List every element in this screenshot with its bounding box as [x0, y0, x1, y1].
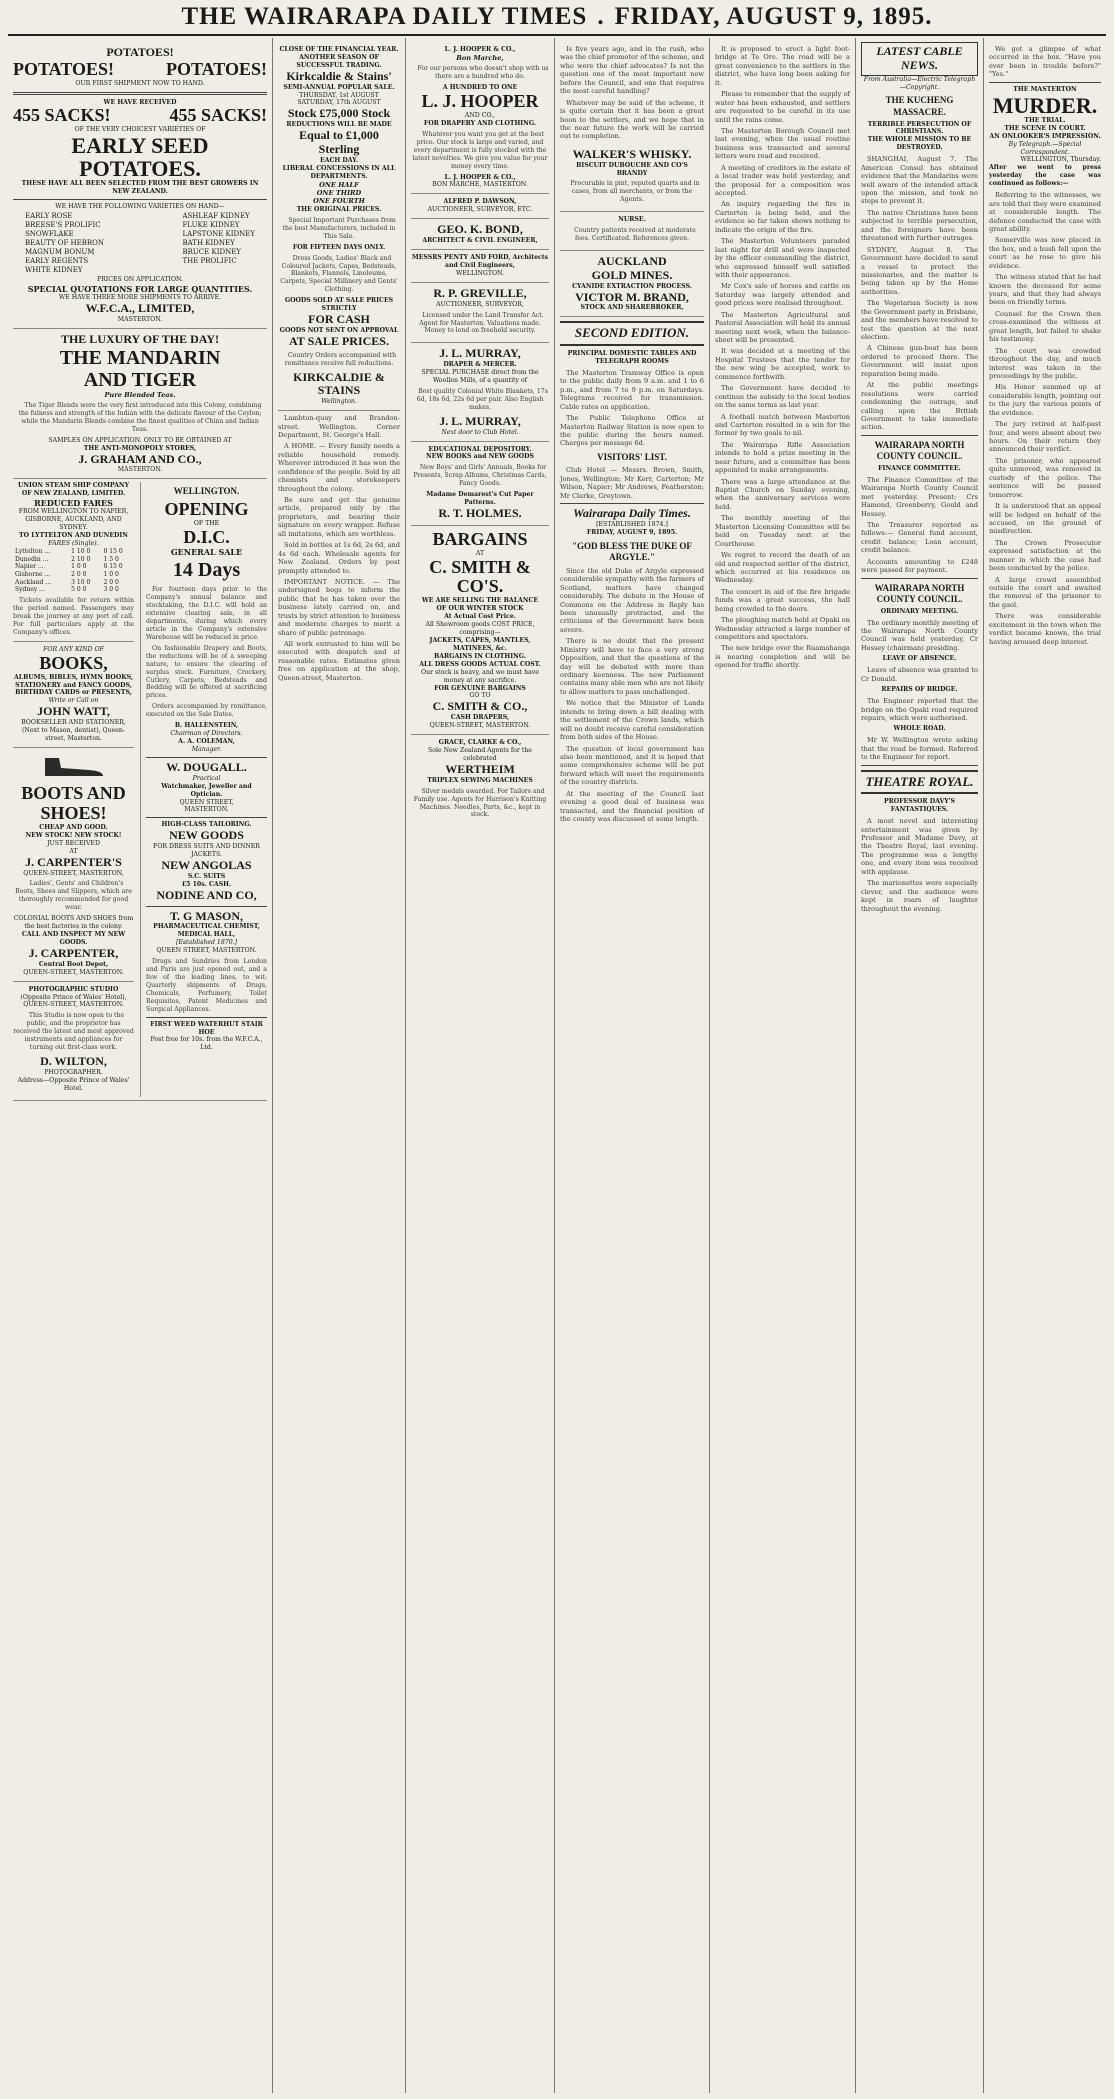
murder-telegraph: By Telegraph.—Special Correspondent.: [1008, 140, 1082, 156]
variety-item: BRUCE KIDNEY: [182, 248, 241, 257]
tea-brand-a: THE MANDARIN: [59, 346, 221, 369]
wfca-town: MASTERTON.: [117, 315, 163, 323]
murder-wellington: WELLINGTON, Thursday.: [1020, 156, 1101, 164]
dic-opening: OPENING: [164, 498, 249, 519]
potatoes-header: POTATOES!: [106, 45, 174, 59]
varieties-right: [182, 212, 255, 275]
gold-auckland: AUCKLAND: [597, 254, 667, 269]
watt-name: JOHN WATT,: [37, 704, 110, 719]
nodine-firm: NODINE AND CO,: [156, 887, 257, 902]
smith-ad: [411, 526, 549, 735]
variety-item: FLUKE KIDNEY: [182, 221, 240, 230]
gold-mines: GOLD MINES.: [591, 267, 673, 282]
carpenter-depot: Central Boot Depot,: [38, 960, 109, 968]
visitors-list: VISITORS' LIST.: [597, 451, 667, 462]
columns: [8, 38, 1106, 2093]
mason-medical: MEDICAL HALL,: [177, 931, 236, 939]
edu-new-books: NEW BOOKS and NEW GOODS: [426, 453, 534, 461]
watt-addr: (Next to Mason, dentist), Queen-street, Masterton.: [22, 727, 125, 742]
principal-title: PRINCIPAL DOMESTIC TABLES AND TELEGRAPH ROOMS: [567, 350, 697, 365]
hooper-ad: L. J. HOOPER & CO., Bon Marche, For our persons who doesn't shop with us there are a hundred who do. A HUNDRED TO ONE L. J. HOOPER AND CO., FOR DRAPERY AND CLOTHING. Whatever you want you get at the best price. Our stock is large and varied, and every department is fully stocked with the latest novelties. We give you value for your money every time. L. J. HOOPER & CO., BON MARCHE, MASTERTON.: [411, 42, 549, 194]
dic-manager: Manager.: [191, 746, 222, 753]
kirk-name: Kirkcaldie & Stains': [286, 68, 392, 83]
dic-days: 14 Days: [172, 558, 241, 581]
kirk-each: EACH DAY.: [319, 156, 359, 164]
county-road: WHOLE ROAD.: [893, 725, 946, 733]
kirk-close: CLOSE OF THE FINANCIAL YEAR.: [279, 46, 399, 53]
hooper-bon-2: BON MARCHE, MASTERTON.: [432, 181, 528, 189]
smith-cash: CASH DRAPERS,: [450, 714, 510, 722]
potatoes-prices: PRICES ON APPLICATION.: [96, 275, 184, 283]
potatoes-left: POTATOES!: [13, 58, 115, 79]
greville-ad: R. P. GREVILLE, AUCTIONEER, SURVEYOR, Licensed under the Land Transfer Act. Agent for Masterton. Valuations made. Money to lend on freehold security.: [411, 283, 549, 344]
variety-item: THE PROLIFIC: [182, 256, 237, 265]
potatoes-subtitle: OUR FIRST SHIPMENT NOW TO HAND.: [75, 79, 205, 87]
walkers-ad: WALKER'S WHISKY. BISCUIT DUBOUCHE AND CO'S BRANDY Procurable in pint, reputed quarts and in cases, from all merchants, or from the Agents.: [560, 144, 704, 212]
rush-price: Post free for 10s. from the W.F.C.A., Ltd.: [150, 1036, 263, 1052]
photo-ad: PHOTOGRAPHIC STUDIO (Opposite Prince of Wales' Hotel), QUEEN-STREET, MASTERTON. This Studio is now open to the public, and the proprietor has received the latest and most approved instruments and appliances for turning out first-class work. D. WILTON, PHOTOGRAPHER. Address—Opposite Prince of Wales' Hotel.: [13, 985, 134, 1092]
wilton-name: D. WILTON,: [40, 1054, 107, 1069]
sacks-left: 455 SACKS!: [13, 105, 111, 126]
tea-ad: THE LUXURY OF THE DAY! THE MANDARIN AND TIGER Pure Blended Teas. The Tiger Blends were the very first introduced into this Colony, combining the fulness and strength of the Indian with the delicate flavour of the Ceylon; while the Mandarin Blends combine the finest qualities of China and Indian Teas. SAMPLES ON APPLICATION. ONLY TO BE OBTAINED AT THE ANTI-MONOPOLY STORES, J. GRAHAM AND CO., MASTERTON.: [13, 329, 267, 480]
bond-trade: ARCHITECT & CIVIL ENGINEER,: [422, 237, 538, 245]
steamship-ad: UNION STEAM SHIP COMPANY OF NEW ZEALAND, LIMITED. REDUCED FARES FROM WELLINGTON TO NAPIER, GISBORNE, AUCKLAND, AND SYDNEY. TO LYTTELTON AND DUNEDIN FARES (Single). Lyttelton ... 1 10 0 0 15 0 Dunedin ... 2 10 0 1 5 0 Napier ... 1 0 0 0 15 0 Gisborne ... 2 0 0 1 0 0 Auckland ... 3 10 0 2 0 0 Sydney ... 5 0 0 3 0 0 Tickets available for return within the period named. Passengers may break the journey at any port of call. For full particulars apply at the Company's offices. FOR ANY KIND OF BOOKS, ALBUMS, BIBLES, HYMN BOOKS, STATIONERY and FANCY GOODS, BIRTHDAY CARDS or PRESENTS, Write or Call on JOHN WATT, BOOKSELLER AND STATIONER, (Next to Mason, dentist), Queen-street, Masterton. BOOTS AND SHOES! CHEAP AND GOOD. NEW STOCK! NEW STOCK! JUST RECEIVED AT J. CARPENTER'S QUEEN-STREET, MASTERTON, Ladies', Gents' and Children's Boots, Shoes and Slippers, which are thoroughly recommended for good wear. COLONIAL BOOTS AND SHOES from the best factories in the colony. CALL AND INSPECT MY NEW GOODS. J. CARPENTER, Central Boot Depot, QUEEN-STREET, MASTERTON. PHOTOGRAPHIC STUDIO (Opposite Prince of Wales' Hotel), QUEEN-STREET, MASTERTON. This Studio is now open to the public, and the proprietor has received the latest and most approved instruments and appliances for turning out first-class work. D. WILTON, PHOTOGRAPHER. Address—Opposite Prince of Wales' Hotel.: [13, 482, 134, 1096]
mason-est: [Established 1870.]: [175, 939, 238, 947]
hooper-hundred: A HUNDRED TO ONE: [442, 84, 518, 92]
smith-stock: Our stock is heavy, and we must have money at any sacrifice.: [421, 668, 539, 684]
county-ordinary: ORDINARY MEETING.: [880, 607, 959, 615]
kirk-reductions: REDUCTIONS WILL BE MADE: [286, 121, 392, 129]
murray-ad: J. L. MURRAY, DRAPER & MERCER. SPECIAL PURCHASE direct from the Woollen Mills, of a quantity of Best quality Colonial White Blankets, 17s 6d, 18s 6d, 22s 6d per pair. Also English makes. J. L. MURRAY, Next door to Club Hotel.: [411, 343, 549, 441]
theatre-professor: PROFESSOR DAVY'S FANTASTIQUES.: [883, 798, 956, 814]
variety-item: ASHLEAF KIDNEY: [182, 212, 250, 221]
potatoes-selected: THESE HAVE ALL BEEN SELECTED FROM THE BEST GROWERS IN NEW ZEALAND.: [21, 180, 259, 196]
murder-scene: THE SCENE IN COURT.: [1004, 124, 1086, 132]
kirk-fifteen: FOR FIFTEEN DAYS ONLY.: [292, 243, 386, 251]
dic-ad: WELLINGTON. OPENING OF THE D.I.C. GENERAL SALE 14 Days For fourteen days prior to the Company's annual balance and stocktaking, the D.I.C. will hold an extensive clearing sale, in all departments, during which every article in the Company's extensive Warehouse will be reduced in price. On fashionable Drapery and Boots, the reductions will be of a sweeping nature, to ensure the clearing of surplus stock. Furniture, Crockery, Cutlery, Carpets, Bedsteads and Bedding will be offered at sacrificing prices. Orders accompanied by remittance, executed on the Sale Dates. B. HALLENSTEIN, Chairman of Directors. A. A. COLEMAN, Manager. W. DOUGALL. Practical Watchmaker, Jeweller and Optician. QUEEN STREET, MASTERTON. HIGH-CLASS TAILORING. NEW GOODS FOR DRESS SUITS AND DINNER JACKETS. NEW ANGOLAS S.C. SUITS £5 10s. CASH. NODINE AND CO, T. G MASON, PHARMACEUTICAL CHEMIST, MEDICAL HALL, [Established 1870.] QUEEN STREET, MASTERTON. Drugs and Sundries from London and Paris are just opened out, and a few of the leading lines, to wit: Quarterly shipments of Drugs, Chemicals, Perfumery, Toilet Requisites, Patent Medicines and Surgical Appliances. FIRST WEED WATERHUT STAIR HOE Post free for 10s. from the W.F.C.A., Ltd.: [140, 482, 267, 1096]
dougall-trade: Watchmaker, Jeweller and Optician.: [161, 782, 252, 798]
table-row: Napier ... 1 0 0 0 15 0: [15, 563, 123, 571]
grace-ad: GRACE, CLARKE & CO., Sole New Zealand Agents for the celebrated WERTHEIM TRIPLEX SEWING MACHINES Silver medals awarded. For Tailors and Family use. Agents for Harrison's Knitting Machines. Needles, Parts, &c., kept in stock.: [411, 735, 549, 826]
cable-title: LATEST CABLE NEWS.: [861, 42, 978, 76]
rush-title: FIRST WEED WATERHUT STAIR HOE: [150, 1020, 263, 1036]
wilton-trade: PHOTOGRAPHER.: [44, 1068, 103, 1076]
tea-brand-b: AND TIGER: [83, 368, 197, 391]
boots-recv: JUST RECEIVED: [47, 839, 100, 847]
table-row: Gisborne ... 2 0 0 1 0 0: [15, 571, 119, 579]
murray-name-2: J. L. MURRAY,: [439, 413, 521, 428]
sacks-right: 455 SACKS!: [169, 105, 267, 126]
column-3: [406, 38, 555, 2093]
grace-agents: Sole New Zealand Agents for the celebrated: [428, 747, 532, 762]
kirk-sale: ANOTHER SEASON OF SUCCESSFUL TRADING.: [296, 53, 382, 69]
holmes-name: R. T. HOLMES.: [438, 506, 522, 521]
kirk-semi: SEMI-ANNUAL POPULAR SALE.: [283, 83, 395, 91]
kirk-goods: GOODS SOLD AT SALE PRICES STRICTLY: [284, 297, 394, 313]
variety-item: SNOWFLAKE: [25, 230, 74, 239]
potatoes-of-the: OF THE VERY CHOICEST VARIETIES OF: [74, 126, 206, 134]
smith-bargains: BARGAINS: [432, 528, 528, 549]
smith-winter: OF OUR WINTER STOCK: [436, 605, 524, 613]
gold-ad: [560, 251, 704, 317]
hooper-bon: Bon Marche,: [456, 53, 504, 62]
steam-fares-label: FARES (Single).: [48, 540, 99, 548]
edu-patterns: Madame Demarest's Cut Paper Patterns.: [426, 491, 534, 507]
tea-stores: THE ANTI-MONOPOLY STORES,: [83, 444, 197, 452]
kirk-original: THE ORIGINAL PRICES.: [296, 205, 382, 213]
boots-call: CALL AND INSPECT MY NEW GOODS.: [21, 931, 126, 946]
dic-coleman: A. A. COLEMAN,: [178, 738, 235, 746]
dic-chairman: Chairman of Directors.: [170, 730, 243, 738]
table-row: Dunedin ... 2 10 0 1 5 0: [15, 555, 119, 563]
column-5: It is proposed to erect a light foot-bridge at Te Ore. The road will be a great convenience to the settlers in the district, who have long been asking for it. Please to remember that the supply of water has been exhausted, and settlers are requested to be careful in its use until the rains come. The Masterton Borough Council met last evening, when the usual routine business was transacted and several letters were read and received. A meeting of creditors in the estate of a local trader was held yesterday, and the proposal for a composition was accepted. An inquiry regarding the fire in Carterton is being held, and the evidence so far taken shows nothing to indicate the origin of the fire. The Masterton Volunteers paraded last night for drill and were inspected by the officer commanding the district, who expressed himself well satisfied with their appearance. Mr Cox's sale of horses and cattle on Saturday was largely attended and good prices were realised throughout. The Masterton Agricultural and Pastoral Association will hold its annual meeting next week, when the balance-sheet will be presented. It was decided at a meeting of the Hospital Trustees that the tender for the new wing be accepted, work to commence forthwith. The Government have decided to continue the subsidy to the local bodies on the same terms as last year. A football match between Masterton and Carterton resulted in a win for the former by two goals to nil. The Wairarapa Rifle Association intends to hold a prize meeting in the near future, and a committee has been appointed to make arrangements. There was a large attendance at the Baptist Church on Sunday evening, when the anniversary services were held. The monthly meeting of the Masterton Licensing Committee will be held on Tuesday next at the Courthouse. We regret to record the death of an old and respected settler of the district, which occurred at his residence on Wednesday. The concert in aid of the fire brigade funds was a great success, the hall being crowded to the doors. The ploughing match held at Opaki on Wednesday attracted a large number of competitors and spectators. The new bridge over the Ruamahanga is nearing completion and will be opened for traffic shortly.: [710, 38, 856, 2093]
dic-wellington: WELLINGTON.: [173, 486, 240, 497]
books-write: Write or Call on: [48, 697, 99, 705]
county-finance: FINANCE COMMITTEE.: [878, 464, 961, 472]
variety-item: BREESE'S PROLIFIC: [25, 221, 101, 230]
column-1: [8, 38, 273, 2093]
smith-genuine: FOR GENUINE BARGAINS: [434, 684, 526, 692]
grace-sewing: TRIPLEX SEWING MACHINES: [427, 776, 533, 784]
smith-actual: At Actual Cost Price.: [444, 613, 516, 621]
cable-from: From Australia—Electric Telegraph—Copyright.: [863, 75, 976, 91]
mason-queen: QUEEN STREET, MASTERTON.: [156, 947, 257, 955]
paper-title: Wairarapa Daily Times.: [573, 506, 691, 521]
carpenter-street: QUEEN-STREET, MASTERTON,: [23, 869, 124, 877]
smith-street: QUEEN-STREET, MASTERTON.: [429, 722, 531, 730]
photo-opp: (Opposite Prince of Wales' Hotel), QUEEN-STREET, MASTERTON.: [20, 993, 127, 1009]
angolas: NEW ANGOLAS: [161, 858, 252, 873]
carpenter-street-2: QUEEN-STREET, MASTERTON.: [23, 968, 124, 976]
variety-item: LAPSTONE KIDNEY: [182, 230, 255, 239]
kirk-wellington: Wellington.: [321, 398, 357, 406]
kirk-fourth: ONE FOURTH: [313, 197, 365, 206]
smith-name-2: C. SMITH & CO.,: [432, 699, 528, 714]
penty-town: WELLINGTON.: [455, 269, 505, 277]
nurse-ad: NURSE. Country patients received at moderate fees. Certificated. References given.: [560, 212, 704, 251]
variety-item: BEAUTY OF HEBRON: [25, 239, 105, 248]
mason-name: T. G MASON,: [169, 908, 244, 923]
kucheng-whole: THE WHOLE MISSION TO BE DESTROYED.: [867, 136, 972, 152]
murray-elwood: SPECIAL PURCHASE direct from the Woollen Mills, of a quantity of: [421, 369, 539, 385]
theatre-title: THEATRE ROYAL.: [861, 770, 978, 795]
murray-next: Next door to Club Hotel.: [441, 428, 519, 436]
hooper-and: AND CO.,: [464, 111, 496, 119]
paper-est: [ESTABLISHED 1874.]: [596, 520, 668, 528]
column-6: LATEST CABLE NEWS. From Australia—Electric Telegraph—Copyright. THE KUCHENG MASSACRE. TERRIBLE PERSECUTION OF CHRISTIANS. THE WHOLE MISSION TO BE DESTROYED. SHANGHAI, August 7. The American Consul has obtained evidence that the Mandarins were well aware of the intended attack upon the mission, and took no steps to prevent it. The native Christians have been subjected to terrible persecution, and the foreigners have been threatened with further outrages. SYDNEY, August 8. The Government have decided to send a vessel to protect the missionaries, and the matter is being taken up by the Home authorities. The Vegetarian Society is now the Government party in Brisbane, and the members have resolved to test the question at the next election. A Chinese gun-boat has been ordered to proceed there. The Government will insist upon reparation being made. At the public meetings resolutions were carried condemning the outrage, and calling upon the British Government to take immediate action. WAIRARAPA NORTH COUNTY COUNCIL. FINANCE COMMITTEE. The Finance Committee of the Wairarapa North County Council met yesterday. Present: Crs Hamond, Greenberry, Gould and Hessey. The Treasurer reported as follows:— General fund account, credit balance; Loan account, credit balance. Accounts amounting to £248 were passed for payment. WAIRARAPA NORTH COUNTY COUNCIL. ORDINARY MEETING. The ordinary monthly meeting of the Wairarapa North County Council was held yesterday, Cr Hessey (chairman) presiding. LEAVE OF ABSENCE. Leave of absence was granted to Cr Donald. REPAIRS OF BRIDGE. The Engineer reported that the bridge on the Opaki road required repairs, which were authorised. WHOLE ROAD. Mr W. Wellington wrote asking that the road be formed. Referred to the Engineer for report. THEATRE ROYAL. PROFESSOR DAVY'S FANTASTIQUES. A most novel and interesting entertainment was given by Professor and Madame Davy, at the Theatre Royal, last evening. The programme was a lengthy one, and every item was received with applause. The marionettes were especially clever, and the audience were kept in roars of laughter throughout the evening.: [856, 38, 984, 2093]
steam-fares: REDUCED FARES: [34, 498, 113, 509]
smith-name: C. SMITH & CO'S.: [429, 556, 531, 597]
dic-of-the: OF THE: [193, 519, 220, 527]
angolas-suits: S.C. SUITS: [187, 872, 226, 880]
mason-pharm: PHARMACEUTICAL CHEMIST,: [153, 923, 260, 931]
boot-icon: [39, 756, 109, 778]
brand-trade: STOCK AND SHAREBROKER,: [580, 304, 684, 312]
smith-at: AT: [475, 549, 485, 557]
masthead-title: THE WAIRARAPA DAILY TIMES: [181, 3, 588, 30]
county-title: WAIRARAPA NORTH COUNTY COUNCIL.: [874, 439, 965, 462]
variety-item: EARLY ROSE: [25, 212, 73, 221]
brand-name: VICTOR M. BRAND,: [575, 289, 689, 304]
smith-dress: ALL DRESS GOODS ACTUAL COST.: [419, 660, 541, 668]
gold-cyanide: CYANIDE EXTRACTION PROCESS.: [572, 282, 692, 290]
potatoes-ad: [13, 42, 267, 329]
dawson-ad: [411, 194, 549, 219]
wilton-addr: Address—Opposite Prince of Wales' Hotel.: [17, 1076, 130, 1092]
dougall-town: MASTERTON.: [184, 806, 229, 814]
nurse-title: NURSE.: [618, 216, 646, 224]
steam-to: TO LYTTELTON AND DUNEDIN: [19, 532, 128, 540]
smith-jackets: JACKETS, CAPES, MANTLES, MATINEES, &c.: [429, 636, 531, 652]
variety-item: EARLY REGENTS: [25, 256, 89, 265]
masthead: THE WAIRARAPA DAILY TIMES . FRIDAY, AUGUST 9, 1895.: [8, 0, 1106, 36]
kucheng-title: THE KUCHENG MASSACRE.: [885, 95, 954, 117]
kucheng-terrible: TERRIBLE PERSECUTION OF CHRISTIANS.: [867, 120, 972, 136]
murder-masterton: THE MASTERTON: [1013, 85, 1077, 93]
dic-hallenstein: B. HALLENSTEIN,: [174, 722, 239, 730]
table-row: Lyttelton ... 1 10 0 0 15 0: [15, 548, 123, 556]
greville-name: R. P. GREVILLE,: [433, 285, 527, 300]
potatoes-received: WE HAVE RECEIVED: [103, 98, 177, 106]
biscuit-title: BISCUIT DUBOUCHE AND CO'S BRANDY: [576, 161, 688, 177]
smith-cost: All Showroom goods COST PRICE, comprising—: [425, 621, 535, 636]
edu-title: EDUCATIONAL DEPOSITORY.: [428, 445, 532, 453]
tailoring-title: HIGH-CLASS TAILORING.: [161, 821, 252, 829]
smith-goto: GO TO: [469, 692, 491, 700]
variety-item: MAGNUM BONUM: [25, 248, 95, 257]
murder-title: MURDER.: [992, 92, 1098, 118]
penty-ad: [411, 250, 549, 283]
dawson-trade: AUCTIONEER, SURVEYOR, ETC.: [427, 206, 533, 214]
murray-name: J. L. MURRAY,: [439, 346, 521, 361]
books-main: BOOKS,: [39, 652, 108, 673]
tea-samples: SAMPLES ON APPLICATION. ONLY TO BE OBTAINED AT: [48, 436, 232, 444]
kirk-half: ONE HALF: [319, 180, 359, 189]
murray-trade: DRAPER & MERCER.: [443, 361, 517, 369]
tailoring-dress: FOR DRESS SUITS AND DINNER JACKETS.: [153, 843, 260, 859]
wfca-company: W.F.C.A., LIMITED,: [85, 300, 195, 315]
dougall-queen: QUEEN STREET,: [179, 798, 234, 806]
books-list: ALBUMS, BIBLES, HYMN BOOKS, STATIONERY and FANCY GOODS, BIRTHDAY CARDS or PRESENTS,: [14, 673, 133, 697]
boots-ad: BOOTS AND SHOES! CHEAP AND GOOD. NEW STOCK! NEW STOCK! JUST RECEIVED AT J. CARPENTER'S QUEEN-STREET, MASTERTON, Ladies', Gents' and Children's Boots, Shoes and Slippers, which are thoroughly recommended for good wear. COLONIAL BOOTS AND SHOES from the best factories in the colony. CALL AND INSPECT MY NEW GOODS. J. CARPENTER, Central Boot Depot, QUEEN-STREET, MASTERTON.: [13, 748, 134, 982]
hooper-drapery: FOR DRAPERY AND CLOTHING.: [423, 119, 537, 127]
boots-main: BOOTS AND SHOES!: [21, 783, 126, 824]
masthead-date: FRIDAY, AUGUST 9, 1895.: [614, 3, 933, 30]
dic-general: GENERAL SALE: [170, 547, 243, 558]
books-ad: [13, 641, 134, 748]
kirk-thursday: THURSDAY, 1st AUGUST: [299, 91, 379, 99]
kirk-third: ONE THIRD: [316, 189, 362, 197]
early-seed-potatoes: EARLY SEED POTATOES.: [71, 133, 209, 182]
dawson-name: ALFRED P. DAWSON,: [443, 198, 517, 206]
kirk-at-sale: AT SALE PRICES.: [289, 333, 389, 348]
boots-new: NEW STOCK! NEW STOCK!: [25, 831, 122, 839]
table-row: Auckland ... 3 10 0 2 0 0: [15, 578, 119, 586]
editorial-title: "GOD BLESS THE DUKE OF ARGYLE.": [572, 540, 692, 563]
graham-firm: J. GRAHAM AND CO.,: [78, 451, 202, 466]
paper-date: FRIDAY, AUGUST 9, 1895.: [586, 528, 678, 536]
smith-clothing: BARGAINS IN CLOTHING.: [433, 652, 527, 660]
kirk-liberal: LIBERAL CONCESSIONS IN ALL DEPARTMENTS.: [282, 164, 396, 180]
kirkcaldie-ad: CLOSE OF THE FINANCIAL YEAR. ANOTHER SEASON OF SUCCESSFUL TRADING. Kirkcaldie & Stains' SEMI-ANNUAL POPULAR SALE. THURSDAY, 1st AUGUST SATURDAY, 17th AUGUST Stock £75,000 Stock REDUCTIONS WILL BE MADE Equal to £1,000 Sterling EACH DAY. LIBERAL CONCESSIONS IN ALL DEPARTMENTS. ONE HALF ONE THIRD ONE FOURTH THE ORIGINAL PRICES. Special Important Purchases from the best Manufacturers, included in This Sale. FOR FIFTEEN DAYS ONLY. Dress Goods, Ladies' Black and Coloured Jackets, Capes, Bedsteads, Blankets, Flannels, Linoleums, Carpets, Special Millinery and Gents' Clothing. GOODS SOLD AT SALE PRICES STRICTLY FOR CASH GOODS NOT SENT ON APPROVAL AT SALE PRICES. Country Orders accompanied with remittance receive full reductions. KIRKCALDIE & STAINS Wellington.: [278, 42, 400, 411]
books-any: FOR ANY KIND OF: [43, 645, 104, 653]
bond-ad: [411, 219, 549, 250]
hooper-big: L. J. HOOPER: [421, 91, 539, 112]
watt-trade: BOOKSELLER AND STATIONER,: [21, 719, 126, 727]
steam-title: UNION STEAM SHIP COMPANY OF NEW ZEALAND, LIMITED.: [18, 482, 129, 498]
dougall-practical: Practical: [192, 774, 221, 782]
steam-from: FROM WELLINGTON TO NAPIER, GISBORNE, AUCKLAND, AND SYDNEY.: [18, 508, 129, 532]
kirk-name-2: KIRKCALDIE & STAINS: [293, 369, 385, 398]
dougall-name: W. DOUGALL.: [166, 759, 247, 774]
greville-trade: AUCTIONEER, SURVEYOR,: [436, 300, 524, 308]
kirk-cash: FOR CASH: [308, 312, 370, 327]
angolas-price: £5 10s. CASH.: [181, 880, 232, 888]
column-4: Is five years ago, and in the rush, who was the chief promoter of the scheme, and who were the chief advocates? Is not the question one of the most important now before the Council, and one that requires the most careful handling? Whatever may be said of the scheme, it is quite certain that it has been a great boon to the settlers, and we hope that in the near future the work will be carried out to completion. WALKER'S WHISKY. BISCUIT DUBOUCHE AND CO'S BRANDY Procurable in pint, reputed quarts and in cases, from all merchants, or from the Agents. NURSE. Country patients received at moderate fees. Certificated. References given. AUCKLAND GOLD MINES. CYANIDE EXTRACTION PROCESS. VICTOR M. BRAND, STOCK AND SHAREBROKER, SECOND EDITION. PRINCIPAL DOMESTIC TABLES AND TELEGRAPH ROOMS The Masterton Tramway Office is open to the public daily from 9 a.m. and 1 to 6 p.m., and from 7 to 9 p.m. on Saturdays. Telegrams received for transmission. Cable rates on application. The Public Telephone Office at Masterton Railway Station is now open to the public during the hours named. Charges per message 6d. VISITORS' LIST. Club Hotel — Messrs. Brown, Smith, Jones, Wellington; Mr Kerr, Carterton; Mr Wilson, Napier; Mr Andrews, Featherston; Mr Clarke, Greytown. Wairarapa Daily Times. [ESTABLISHED 1874.] FRIDAY, AUGUST 9, 1895. "GOD BLESS THE DUKE OF ARGYLE." Since the old Duke of Argyle expressed considerable sympathy with the farmers of Scotland, matters have changed considerably. The debate in the House of Commons on the Address in Reply has been unusually protracted, and the criticisms of the Government have been severe. There is no doubt that the present Ministry will have to face a very strong Opposition, and that the questions of the day will be debated with more than ordinary keenness. The new Parliament contains many able men who are not likely to allow matters to pass unchallenged. We notice that the Minister of Lands intends to bring down a bill dealing with the settlement of the Crown lands, which will no doubt receive careful consideration from both sides of the House. The question of local government has also been mentioned, and it is hoped that some comprehensive scheme will be put forward which will meet the requirements of the country districts. At the meeting of the Council last evening a good deal of business was transacted, and the financial position of the county was discussed at some length.: [555, 38, 710, 2093]
smith-selling: WE ARE SELLING THE BALANCE: [421, 597, 539, 605]
potatoes-following: WE HAVE THE FOLLOWING VARIETIES ON HAND—: [55, 203, 225, 211]
column-2: CLOSE OF THE FINANCIAL YEAR. ANOTHER SEASON OF SUCCESSFUL TRADING. Kirkcaldie & Stains' SEMI-ANNUAL POPULAR SALE. THURSDAY, 1st AUGUST SATURDAY, 17th AUGUST Stock £75,000 Stock REDUCTIONS WILL BE MADE Equal to £1,000 Sterling EACH DAY. LIBERAL CONCESSIONS IN ALL DEPARTMENTS. ONE HALF ONE THIRD ONE FOURTH THE ORIGINAL PRICES. Special Important Purchases from the best Manufacturers, included in This Sale. FOR FIFTEEN DAYS ONLY. Dress Goods, Ladies' Black and Coloured Jackets, Capes, Bedsteads, Blankets, Flannels, Linoleums, Carpets, Special Millinery and Gents' Clothing. GOODS SOLD AT SALE PRICES STRICTLY FOR CASH GOODS NOT SENT ON APPROVAL AT SALE PRICES. Country Orders accompanied with remittance receive full reductions. KIRKCALDIE & STAINS Wellington. Lambton-quay and Brandon-street. Wellington. Corner Department, St. George's Hall. A HOME. — Every family needs a reliable household remedy. Wherever introduced it has won the confidence of the people. Sold by all chemists and storekeepers throughout the colony. Be sure and get the genuine article, prepared only by the proprietors, and bearing their signature on every wrapper. Refuse all imitations, which are worthless. Sold in bottles at 1s 6d, 2s 6d, and 4s 6d each. Wholesale agents for New Zealand. Orders by post promptly attended to. IMPORTANT NOTICE. — The undersigned begs to inform the public that he has taken over the business lately carried on, and trusts by strict attention to business and moderate charges to merit a share of public patronage. All work entrusted to him will be executed with despatch and at reasonable rates. Estimates given free on application at the shop, Queen-street, Masterton.: [273, 38, 406, 2093]
variety-item: WHITE KIDNEY: [25, 265, 83, 274]
penty-name: MESSRS PENTY AND FORD, Architects and Civil Engineers,: [411, 254, 549, 269]
tailoring-new-goods: NEW GOODS: [169, 828, 244, 843]
boots-at: AT: [69, 847, 78, 855]
boots-cheap: CHEAP AND GOOD.: [39, 823, 108, 831]
walkers-title: WALKER'S WHISKY.: [572, 146, 692, 161]
tea-luxury: THE LUXURY OF THE DAY!: [60, 331, 220, 346]
edu-ad: EDUCATIONAL DEPOSITORY. NEW BOOKS and NEW GOODS New Boys' and Girls' Annuals, Books for Presents, Scrap Albums, Christmas Cards, Fancy Goods. Madame Demarest's Cut Paper Patterns. R. T. HOLMES.: [411, 442, 549, 526]
potatoes-shipments: WE HAVE THREE MORE SHIPMENTS TO ARRIVE.: [58, 294, 222, 302]
second-edition: SECOND EDITION.: [560, 321, 704, 346]
kirk-equal: Equal to £1,000 Sterling: [299, 128, 379, 156]
tea-subtitle: Pure Blended Teas.: [104, 390, 176, 399]
county-title-2: WAIRARAPA NORTH COUNTY COUNCIL.: [874, 582, 965, 605]
kirk-saturday: SATURDAY, 17th AUGUST: [297, 99, 381, 107]
variety-item: BATH KIDNEY: [182, 239, 235, 248]
potatoes-special: SPECIAL QUOTATIONS FOR LARGE QUANTITIES.: [27, 283, 253, 294]
boots-cols: COLONIAL BOOTS AND SHOES from the best factories in the colony.: [13, 915, 134, 931]
potatoes-right: POTATOES!: [165, 58, 267, 79]
county-leave: LEAVE OF ABSENCE.: [882, 655, 957, 663]
kirk-approval: GOODS NOT SENT ON APPROVAL: [279, 326, 399, 334]
varieties-left: [25, 212, 104, 275]
column-7: We got a glimpse of what occurred in the box. "Have you ever been in trouble before?" "Yes." THE MASTERTON MURDER. THE TRIAL. THE SCENE IN COURT. AN ONLOOKER'S IMPRESSION. By Telegraph.—Special Correspondent. WELLINGTON, Thursday. After we went to press yesterday the case was continued as follows:— Referring to the witnesses, we are told that they were examined at considerable length. The defence conducted the case with great ability. Somerville was now placed in the box, and a hush fell upon the court as he rose to give his evidence. The witness stated that he had known the deceased for some years, and that they had always been on friendly terms. Counsel for the Crown then cross-examined the witness at great length, but failed to shake his testimony. The court was crowded throughout the day, and much interest was taken in the proceedings by the public. His Honor summed up at considerable length, pointing out to the jury the various points of the evidence. The jury retired at half-past four, and were absent about two hours. On their return they announced their verdict. The prisoner, who appeared quite unmoved, was removed in custody of the police. The sentence will be passed tomorrow. It is understood that an appeal will be lodged on behalf of the accused, on the ground of misdirection. The Crown Prosecutor expressed satisfaction at the manner in which the case had been conducted by the police. A large crowd assembled outside the court and awaited the removal of the prisoner to the gaol. There was considerable excitement in the town when the verdict became known, the trial having aroused deep interest.: [989, 45, 1101, 646]
kirk-stock: Stock £75,000 Stock: [287, 106, 391, 121]
hooper-name: L. J. HOOPER & CO.,: [444, 46, 516, 53]
photo-title: PHOTOGRAPHIC STUDIO: [28, 985, 119, 993]
carpenter-firm-2: J. CARPENTER,: [28, 945, 119, 960]
county-bridge: REPAIRS OF BRIDGE.: [881, 686, 958, 694]
hooper-name-2: L. J. HOOPER & CO.,: [444, 173, 516, 181]
murder-onlooker: AN ONLOOKER'S IMPRESSION.: [989, 132, 1101, 140]
dic-title: D.I.C.: [183, 526, 230, 547]
fares-table: [13, 548, 134, 594]
bond-name: GEO. K. BOND,: [437, 222, 523, 237]
carpenter-firm: J. CARPENTER'S: [25, 854, 122, 869]
murder-trial: THE TRIAL.: [1024, 116, 1066, 124]
murder-after: After we went to press yesterday the case was continued as follows:—: [989, 164, 1101, 188]
graham-town: MASTERTON.: [117, 466, 163, 474]
grace-wertheim: WERTHEIM: [445, 761, 515, 776]
table-row: Sydney ... 5 0 0 3 0 0: [15, 586, 119, 594]
grace-name: GRACE, CLARKE & CO.,: [438, 739, 522, 747]
